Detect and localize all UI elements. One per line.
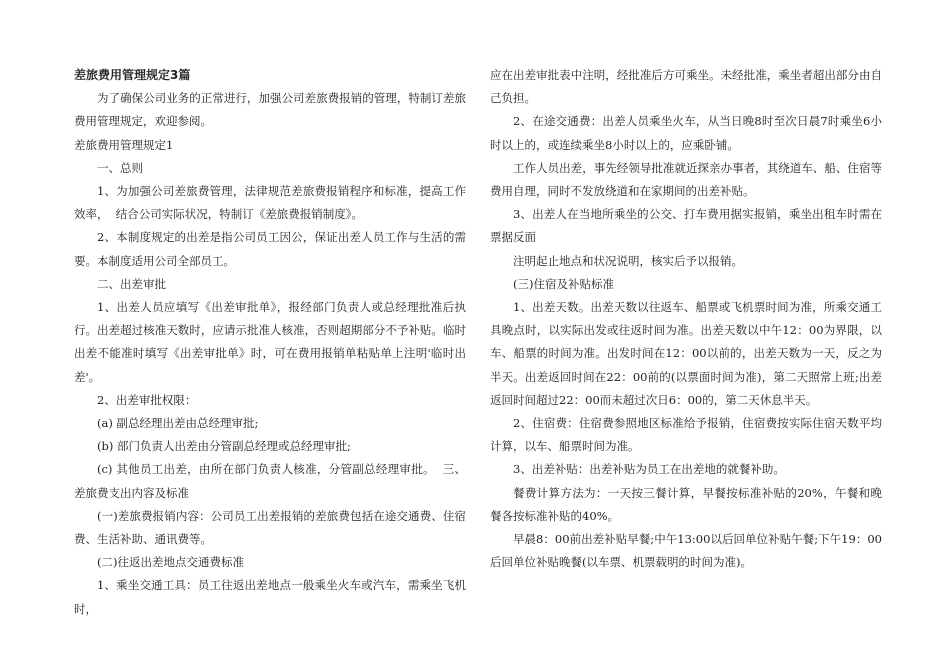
paragraph: 工作人员出差，事先经领导批准就近探亲办事者，其绕道车、船、住宿等费用自理，同时不发放绕道和在家期间的出差补贴。 [490,160,882,199]
paragraph: (二)往返出差地点交通费标准 [97,555,244,570]
paragraph: 二、出差审批 [97,276,166,291]
paragraph: 为了确保公司业务的正常进行，加强公司差旅费报销的管理，特制订差旅费用管理规定，欢迎参阅。 [74,91,466,129]
paragraph: 2、在途交通费：出差人员乘坐火车，从当日晚8时至次日晨7时乘坐6小时以上的，或连续乘坐8小时以上的，应乘卧铺。 [490,114,882,152]
paragraph: 1、出差人员应填写《出差审批单》，报经部门负责人或总经理批准后执行。出差超过核准天数时，应请示批准人核准，否则超期部分不予补贴。临时出差不能准时填写《出差审批单》时，可在费用报销单粘贴单上注明'临时出差'。 [74,300,466,384]
paragraph: (b) 部门负责人出差由分管副总经理或总经理审批; [97,439,351,454]
paragraph: 注明起止地点和状况说明，核实后予以报销。 [513,253,743,268]
paragraph: 应在出差审批表中注明，经批准后方可乘坐。未经批准，乘坐者超出部分由自己负担。 [490,68,882,106]
paragraph: 3、出差补贴：出差补贴为员工在出差地的就餐补助。 [513,462,785,477]
paragraph: 1、乘坐交通工具：员工往返出差地点一般乘坐火车或汽车，需乘坐飞机时， [74,578,466,616]
paragraph: 一、总则 [97,160,143,175]
paragraph: (c) 其他员工出差，由所在部门负责人核准，分管副总经理审批。 三、差旅费支出内容及标准 [74,462,466,500]
paragraph: (三)住宿及补贴标准 [513,276,614,291]
paragraph: 2、本制度规定的出差是指公司员工因公，保证出差人员工作与生活的需要。本制度适用公司全部员工。 [74,230,466,268]
paragraph: (一)差旅费报销内容：公司员工出差报销的差旅费包括在途交通费、住宿费、生活补助、通讯费等。 [74,508,466,547]
paragraph: 2、出差审批权限： [97,392,197,407]
paragraph: 1、为加强公司差旅费管理，法律规范差旅费报销程序和标准，提高工作效率， 结合公司实际状况，特制订《差旅费报销制度》。 [74,184,466,222]
document-title: 差旅费用管理规定3篇 [74,68,191,82]
paragraph: 1、出差天数。出差天数以往返车、船票或飞机票时间为准，所乘交通工具晚点时，以实际出发或往返时间为准。出差天数以中午12：00为界限，以车、船票的时间为准。出发时间在12：00以前的，出差天数为一天，反之为半天。出差返回时间在22：00前的(以票面时间为准)，第二天照常上班;出差返回时间超过22：00而未超过次日6：00的，第二天休息半天。 [490,300,882,407]
left-column [74,64,466,621]
paragraph: (a) 副总经理出差由总经理审批; [97,416,259,431]
paragraph: 早晨8：00前出差补贴早餐;中午13:00以后回单位补贴午餐;下午19：00后回单位补贴晚餐(以车票、机票载明的时间为准)。 [490,532,882,570]
paragraph: 差旅费用管理规定1 [74,137,174,152]
paragraph: 2、住宿费：住宿费参照地区标准给予报销，住宿费按实际住宿天数平均计算，以车、船票时间为准。 [490,416,882,454]
right-paragraphs [490,64,882,574]
paragraph: 3、出差人在当地所乘坐的公交、打车费用据实报销，乘坐出租车时需在票据反面 [490,207,882,245]
left-paragraphs [74,87,466,621]
right-column [490,64,882,574]
paragraph: 餐费计算方法为：一天按三餐计算，早餐按标准补贴的20%，午餐和晚餐各按标准补贴的40%。 [490,485,882,523]
